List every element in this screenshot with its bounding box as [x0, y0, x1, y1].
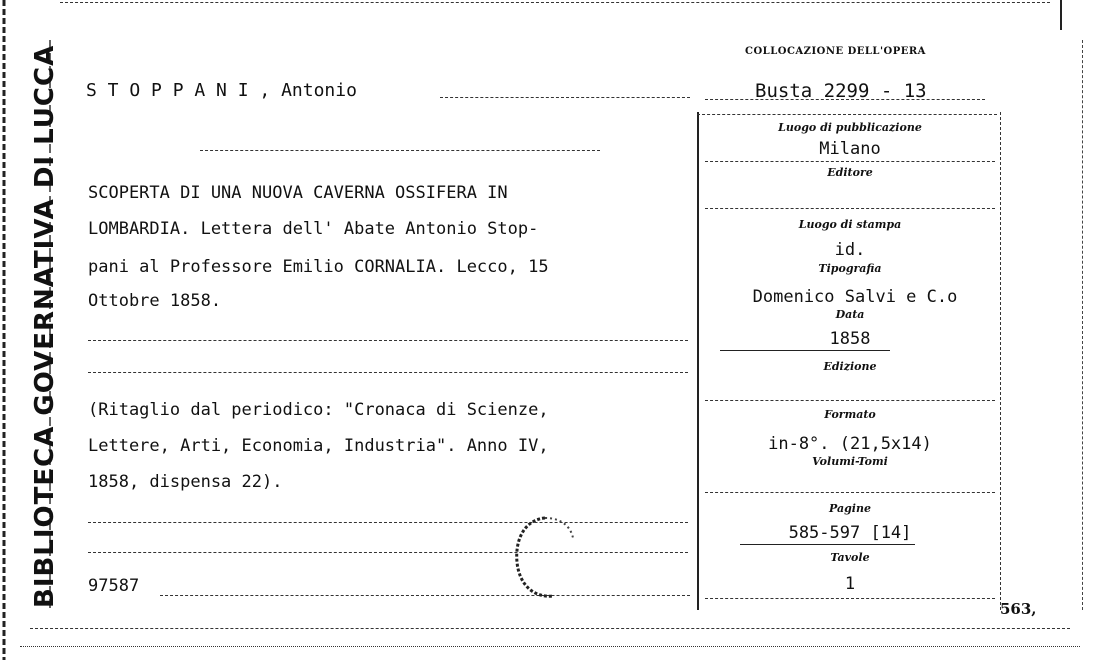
- plates-label: Tavole: [830, 551, 870, 564]
- note-line-1: (Ritaglio dal periodico: "Cronaca di Scienze,: [88, 400, 549, 420]
- date-label: Data: [835, 308, 865, 321]
- blank-rule: [88, 522, 688, 523]
- title-line-3: pani al Professore Emilio CORNALIA. Lecco, 15: [88, 257, 549, 277]
- title-line-4: Ottobre 1858.: [88, 291, 222, 311]
- author-name: S T O P P A N I , Antonio: [86, 80, 357, 101]
- corner-mark: 563,: [1000, 600, 1037, 618]
- collocation-header: COLLOCAZIONE DELL'OPERA: [745, 46, 926, 57]
- title-line-1: SCOPERTA DI UNA NUOVA CAVERNA OSSIFERA IN: [88, 183, 508, 203]
- blank-rule: [88, 372, 688, 373]
- inventory-number: 97587: [88, 576, 140, 596]
- box-top-border: [697, 114, 997, 115]
- field-rule: [705, 161, 995, 162]
- field-rule: [705, 400, 995, 401]
- printplace-value: id.: [834, 240, 866, 260]
- blank-rule: [200, 150, 600, 151]
- field-rule: [705, 208, 995, 209]
- right-edge-mark: [1060, 0, 1062, 30]
- title-line-2: LOMBARDIA. Lettera dell' Abate Antonio Stop-: [88, 219, 539, 239]
- place-value: Milano: [819, 139, 881, 159]
- place-label: Luogo di pubblicazione: [778, 121, 922, 134]
- author-rule: [440, 97, 690, 98]
- plates-value: 1: [844, 574, 856, 594]
- date-value: 1858: [829, 329, 871, 349]
- bottom-border: [30, 628, 1070, 629]
- volumes-label: Volumi-Tomi: [812, 455, 888, 468]
- bottom-edge: [20, 646, 1080, 647]
- format-label: Formato: [824, 408, 876, 421]
- date-rule: [720, 350, 890, 351]
- note-line-2: Lettere, Arti, Economia, Industria". Anno IV,: [88, 436, 549, 456]
- blank-rule: [88, 552, 688, 553]
- library-stamp-strip: [0, 0, 60, 660]
- publisher-label: Editore: [827, 166, 873, 179]
- format-value: in-8°. (21,5x14): [768, 434, 932, 454]
- pages-value: 585-597 [14]: [788, 523, 912, 543]
- box-bottom-rule: [705, 598, 995, 599]
- edition-label: Edizione: [823, 360, 877, 373]
- printer-label: Tipografia: [818, 262, 882, 275]
- note-line-3: 1858, dispensa 22).: [88, 472, 283, 492]
- blank-rule: [88, 340, 688, 341]
- printplace-label: Luogo di stampa: [798, 218, 902, 231]
- card-right-edge: [1082, 40, 1083, 610]
- shelfmark: Busta 2299 - 13: [755, 80, 927, 102]
- shelfmark-rule: [705, 99, 985, 100]
- box-left-border: [697, 112, 699, 610]
- field-rule: [705, 492, 995, 493]
- punch-hole: [505, 512, 585, 602]
- library-stamp: BIBLIOTECA GOVERNATIVA DI LUCCA: [30, 44, 60, 608]
- printer-value: Domenico Salvi e C.o: [752, 287, 958, 307]
- inventory-rule: [160, 595, 690, 596]
- pages-label: Pagine: [829, 502, 871, 515]
- box-right-border: [1000, 112, 1001, 610]
- pages-rule: [740, 544, 915, 545]
- top-border: [60, 2, 1050, 3]
